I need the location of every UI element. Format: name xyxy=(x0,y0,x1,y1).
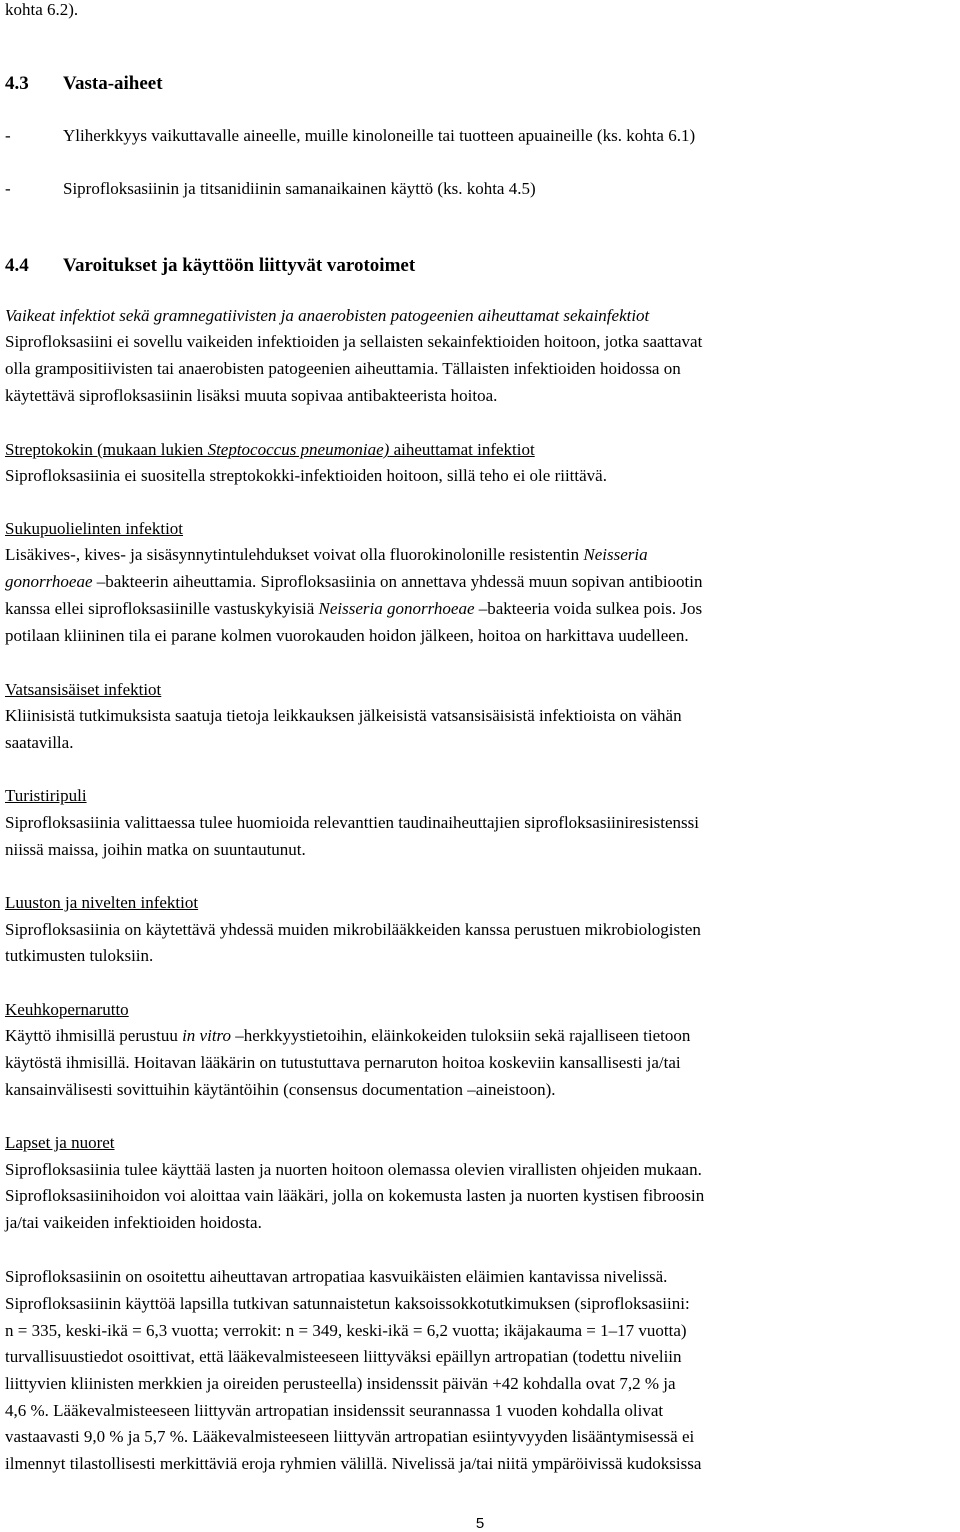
paragraph-line: Siprofloksasiinia on käytettävä yhdessä muiden mikrobilääkkeiden kanssa perustuen mikrobiologisten xyxy=(5,920,701,939)
paragraph-line xyxy=(5,545,648,565)
bullet-dash: - xyxy=(5,126,11,145)
paragraph-line: Kliinisistä tutkimuksista saatuja tietoja leikkauksen jälkeisistä vatsansisäisistä infektioista on vähän xyxy=(5,706,682,725)
list-item-text: Siprofloksasiinin ja titsanidiinin samanaikainen käyttö (ks. kohta 4.5) xyxy=(63,179,536,198)
text-run: –bakteerin aiheuttamia. Siprofloksasiinia on annettava yhdessä muun sopivan antibiootin xyxy=(92,572,703,591)
paragraph-line: ja/tai vaikeiden infektioiden hoidosta. xyxy=(5,1213,262,1232)
heading-part: Streptokokin (mukaan lukien xyxy=(5,440,208,459)
section-title: Vasta-aiheet xyxy=(63,73,163,94)
text-run: kanssa ellei siprofloksasiinille vastuskykyisiä xyxy=(5,599,319,618)
paragraph-line: Siprofloksasiinin on osoitettu aiheuttavan artropatiaa kasvuikäisten eläimien kantavissa nivelissä. xyxy=(5,1267,668,1286)
subheading-bone-joint: Luuston ja nivelten infektiot xyxy=(5,893,199,912)
paragraph-line: turvallisuustiedot osoittivat, että lääkevalmisteeseen liittyväksi epäillyn artropatian (todettu niveliin xyxy=(5,1347,682,1366)
paragraph-line: vastaavasti 9,0 % ja 5,7 %. Lääkevalmisteeseen liittyvän artropatian esiintyvyyden lisääntymisessä ei xyxy=(5,1427,695,1446)
text-run: Käyttö ihmisillä perustuu xyxy=(5,1026,183,1045)
heading-part: aiheuttamat infektiot xyxy=(389,440,535,459)
section-number: 4.3 xyxy=(5,73,29,94)
paragraph-line: n = 335, keski-ikä = 6,3 vuotta; verrokit: n = 349, keski-ikä = 6,2 vuotta; ikäjakauma = 1–17 vuotta) xyxy=(5,1321,687,1340)
subheading-travellers-diarrhoea: Turistiripuli xyxy=(5,786,87,805)
paragraph-line: 4,6 %. Lääkevalmisteeseen liittyvän artropatian insidenssit seurannassa 1 vuoden kohdalla olivat xyxy=(5,1401,664,1420)
paragraph-line: käytettävä siprofloksasiinin lisäksi muuta sopivaa antibakteerista hoitoa. xyxy=(5,386,498,405)
paragraph-line: Siprofloksasiinia tulee käyttää lasten ja nuorten hoitoon olemassa olevien virallisten ohjeiden mukaan. xyxy=(5,1160,702,1179)
species-name: gonorrhoeae xyxy=(5,572,93,591)
paragraph-line: tutkimusten tuloksiin. xyxy=(5,946,154,965)
species-name: Neisseria xyxy=(583,545,648,564)
paragraph-line: olla grampositiivisten tai anaerobisten patogeenien aiheuttamia. Tällaisten infektioiden hoidossa on xyxy=(5,359,681,378)
paragraph-line: liittyvien kliinisten merkkien ja oireiden perusteella) insidenssit päivän +42 kohdalla ovat 7,2 % ja xyxy=(5,1374,676,1393)
paragraph-line: Siprofloksasiinin käyttöä lapsilla tutkivan satunnaistetun kaksoissokkotutkimuksen (siprofloksasiini: xyxy=(5,1294,690,1313)
italic-term: in vitro xyxy=(182,1026,232,1045)
paragraph-line: Siprofloksasiinia ei suositella streptokokki-infektioiden hoitoon, sillä teho ei ole riittävä. xyxy=(5,466,607,485)
paragraph-line: Siprofloksasiini ei sovellu vaikeiden infektioiden ja sellaisten sekainfektioiden hoitoon, jotka saattavat xyxy=(5,332,703,351)
text-run: –bakteeria voida sulkea pois. Jos xyxy=(474,599,703,618)
subheading-children: Lapset ja nuoret xyxy=(5,1133,115,1152)
subheading-intra-abdominal: Vatsansisäiset infektiot xyxy=(5,680,162,699)
subheading-anthrax: Keuhkopernarutto xyxy=(5,1000,129,1019)
paragraph-line xyxy=(5,1026,690,1046)
text-run: Lisäkives-, kives- ja sisäsynnytintulehdukset voivat olla fluorokinolonille resistentin xyxy=(5,545,584,564)
paragraph-line xyxy=(5,599,702,619)
top-fragment: kohta 6.2). xyxy=(5,0,79,19)
page-number: 5 xyxy=(475,1515,485,1532)
subheading-sexual-infections: Sukupuolielinten infektiot xyxy=(5,519,184,538)
paragraph-line: käytöstä ihmisillä. Hoitavan lääkärin on tutustuttava pernaruton hoitoa koskeviin kansallisesti ja/tai xyxy=(5,1053,681,1072)
paragraph-line: Siprofloksasiinia valittaessa tulee huomioida relevanttien taudinaiheuttajien siprofloksasiiniresistenssi xyxy=(5,813,700,832)
heading-italic-part: Steptococcus pneumoniae) xyxy=(207,440,390,459)
bullet-dash: - xyxy=(5,179,11,198)
list-item-text: Yliherkkyys vaikuttavalle aineelle, muille kinoloneille tai tuotteen apuaineille (ks. kohta 6.1) xyxy=(63,126,696,145)
list-item xyxy=(5,179,536,199)
list-item xyxy=(5,126,695,146)
paragraph-line: ilmennyt tilastollisesti merkittäviä eroja ryhmien välillä. Nivelissä ja/tai niitä ympäröivissä kudoksissa xyxy=(5,1454,702,1473)
paragraph-line xyxy=(5,572,703,592)
paragraph-line: kansainvälisesti sovittuihin käytäntöihin (consensus documentation –aineistoon). xyxy=(5,1080,556,1099)
paragraph-line: niissä maissa, joihin matka on suuntautunut. xyxy=(5,840,306,859)
paragraph-line: saatavilla. xyxy=(5,733,74,752)
section-title: Varoitukset ja käyttöön liittyvät varotoimet xyxy=(63,255,416,276)
section-4-3-heading xyxy=(5,74,163,94)
species-name: Neisseria gonorrhoeae xyxy=(318,599,475,618)
section-4-4-heading xyxy=(5,256,415,276)
paragraph-line: Siprofloksasiinihoidon voi aloittaa vain lääkäri, jolla on kokemusta lasten ja nuorten kystisen fibroosin xyxy=(5,1186,705,1205)
paragraph-line: potilaan kliininen tila ei parane kolmen vuorokauden hoidon jälkeen, hoitoa on harkittava uudelleen. xyxy=(5,626,689,645)
subheading-streptococcal xyxy=(5,440,535,460)
subheading-severe-infections: Vaikeat infektiot sekä gramnegatiivisten ja anaerobisten patogeenien aiheuttamat sekainfektiot xyxy=(5,306,650,325)
text-run: –herkkyystietoihin, eläinkokeiden tuloksiin sekä rajalliseen tietoon xyxy=(231,1026,691,1045)
section-number: 4.4 xyxy=(5,255,29,276)
